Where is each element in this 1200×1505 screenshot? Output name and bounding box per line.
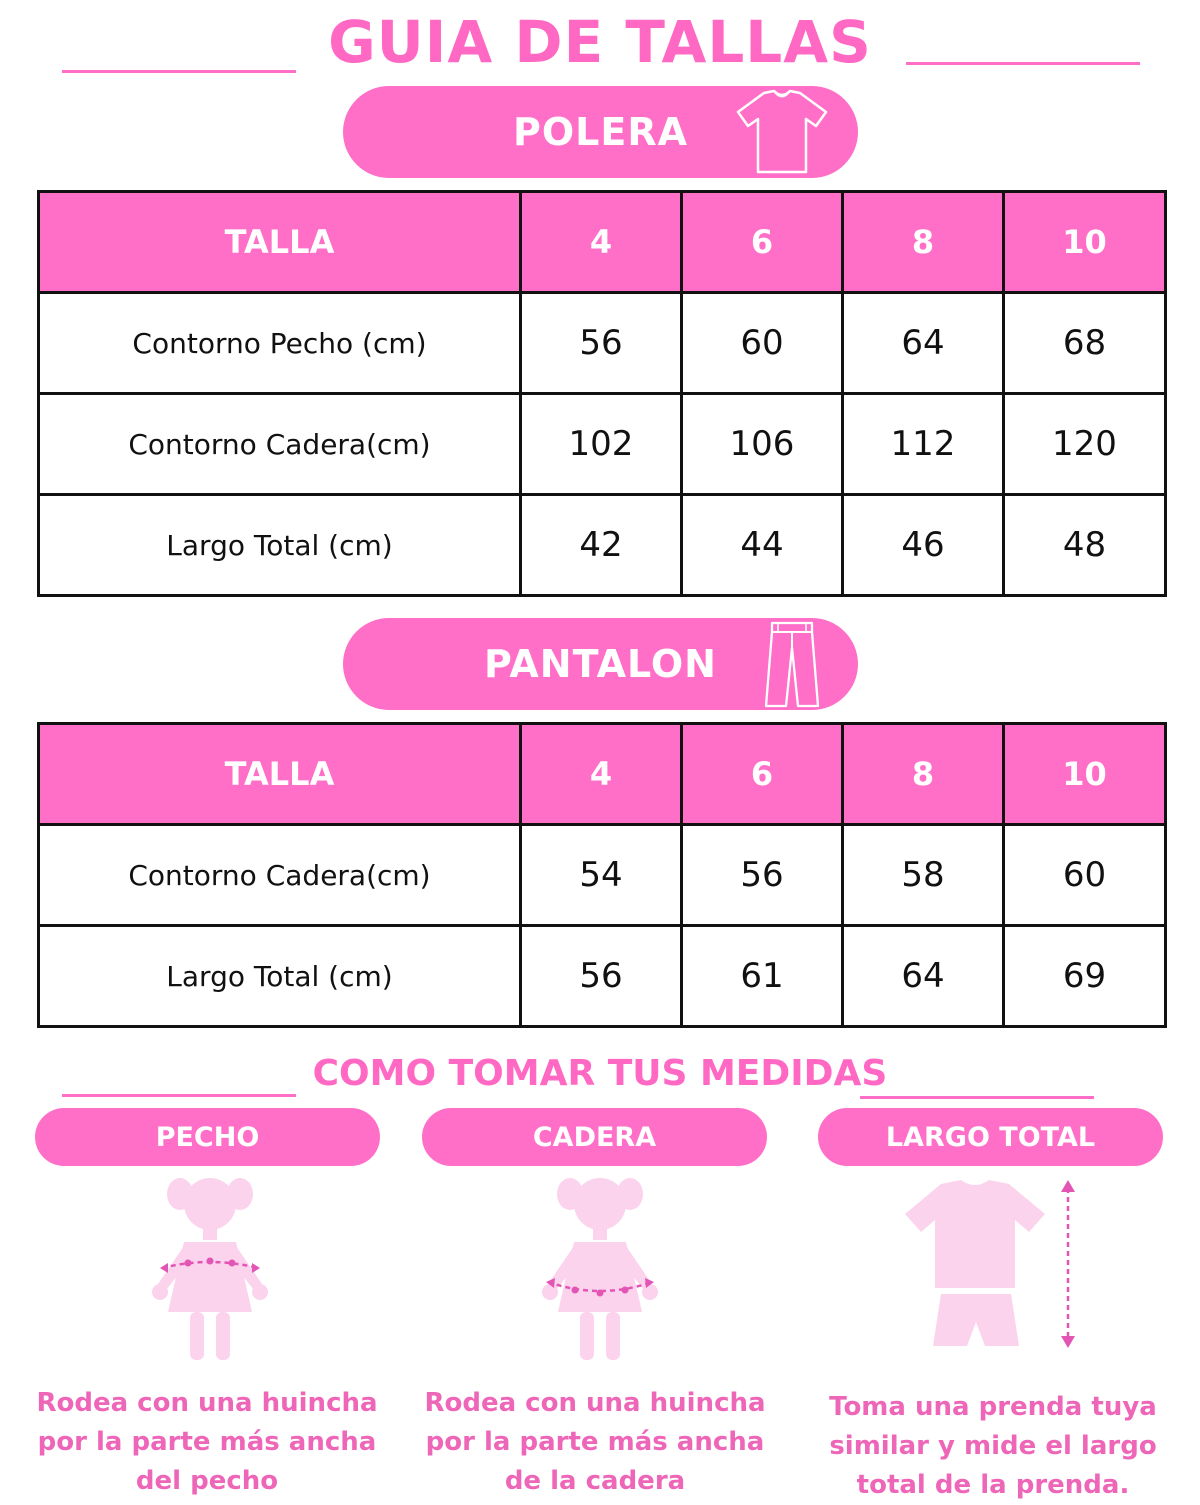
header-cell-size: 8 — [843, 724, 1004, 825]
cadera-label: CADERA — [532, 1121, 657, 1153]
row-label: Largo Total (cm) — [39, 926, 521, 1027]
page-title: GUIA DE TALLAS — [328, 8, 872, 76]
table-row — [39, 394, 1166, 495]
tshirt-icon — [734, 88, 830, 176]
pecho-pill — [35, 1108, 380, 1166]
header-cell-size: 6 — [682, 724, 843, 825]
pecho-label: PECHO — [155, 1121, 260, 1153]
row-label: Largo Total (cm) — [39, 495, 521, 596]
largo-total-pill — [818, 1108, 1163, 1166]
header-cell-size: 8 — [843, 192, 1004, 293]
table-cell: 64 — [843, 293, 1004, 394]
howto-divider-right — [860, 1096, 1094, 1099]
largo-total-label: LARGO TOTAL — [885, 1121, 1096, 1153]
header-cell-talla: TALLA — [39, 192, 521, 293]
pants-icon — [762, 620, 822, 710]
table-header-row — [39, 192, 1166, 293]
header-cell-size: 4 — [521, 192, 682, 293]
table-row — [39, 495, 1166, 596]
table-cell: 60 — [682, 293, 843, 394]
polera-label: POLERA — [513, 110, 688, 154]
table-row — [39, 926, 1166, 1027]
table-cell: 58 — [843, 825, 1004, 926]
girl-hip-measure-icon — [530, 1172, 670, 1368]
table-cell: 69 — [1004, 926, 1166, 1027]
table-cell: 54 — [521, 825, 682, 926]
header-cell-size: 6 — [682, 192, 843, 293]
girl-chest-measure-icon — [140, 1172, 280, 1368]
table-header-row — [39, 724, 1166, 825]
header-cell-size: 10 — [1004, 192, 1166, 293]
table-row — [39, 825, 1166, 926]
pantalon-label: PANTALON — [484, 642, 717, 686]
largo-total-description: Toma una prenda tuya similar y mide el largo total de la prenda. — [829, 1392, 1157, 1500]
table-cell: 64 — [843, 926, 1004, 1027]
table-cell: 48 — [1004, 495, 1166, 596]
cadera-pill — [422, 1108, 767, 1166]
howto-title: COMO TOMAR TUS MEDIDAS — [312, 1053, 888, 1094]
clothes-length-icon — [905, 1176, 1095, 1352]
title-divider-right — [906, 62, 1140, 65]
table-cell: 68 — [1004, 293, 1166, 394]
header-cell-talla: TALLA — [39, 724, 521, 825]
table-cell: 60 — [1004, 825, 1166, 926]
table-cell: 42 — [521, 495, 682, 596]
table-cell: 46 — [843, 495, 1004, 596]
table-cell: 61 — [682, 926, 843, 1027]
header-cell-size: 4 — [521, 724, 682, 825]
table-cell: 56 — [521, 926, 682, 1027]
table-cell: 44 — [682, 495, 843, 596]
row-label: Contorno Cadera(cm) — [39, 825, 521, 926]
pantalon-size-table — [37, 722, 1167, 1028]
polera-size-table — [37, 190, 1167, 597]
table-cell: 112 — [843, 394, 1004, 495]
title-divider-left — [62, 70, 296, 73]
table-cell: 56 — [521, 293, 682, 394]
table-cell: 120 — [1004, 394, 1166, 495]
table-cell: 102 — [521, 394, 682, 495]
header-cell-size: 10 — [1004, 724, 1166, 825]
row-label: Contorno Pecho (cm) — [39, 293, 521, 394]
howto-divider-left — [62, 1094, 296, 1097]
table-cell: 56 — [682, 825, 843, 926]
row-label: Contorno Cadera(cm) — [39, 394, 521, 495]
table-cell: 106 — [682, 394, 843, 495]
table-row — [39, 293, 1166, 394]
pecho-description: Rodea con una huincha por la parte más ancha del pecho — [36, 1388, 378, 1496]
cadera-description: Rodea con una huincha por la parte más ancha de la cadera — [424, 1388, 766, 1496]
